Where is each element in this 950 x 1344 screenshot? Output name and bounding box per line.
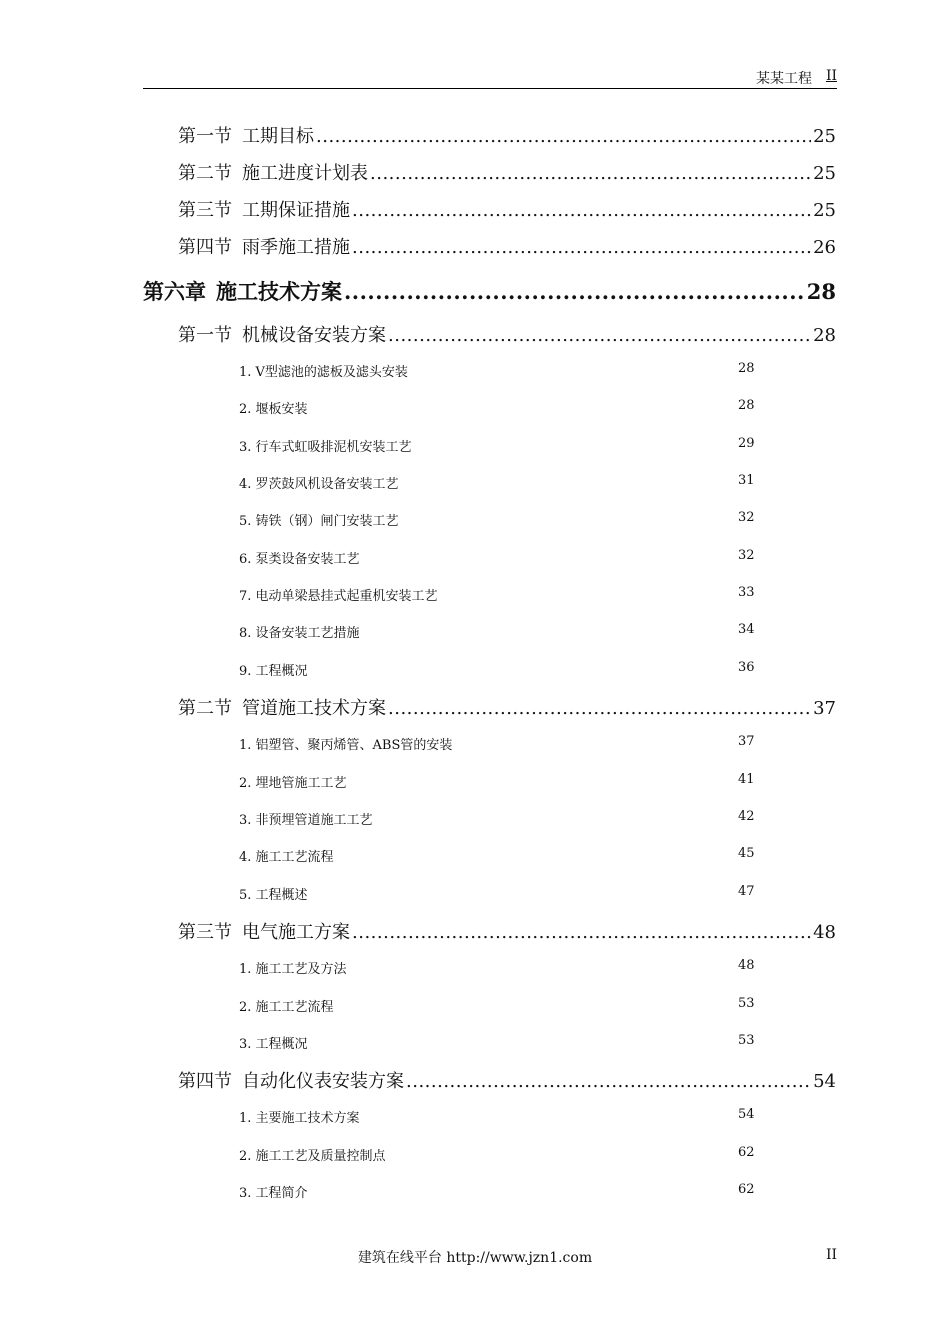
toc-chapter-prefix: 第六章 [143, 279, 206, 304]
toc-leader-dots [352, 922, 811, 942]
toc-leader-dots [388, 325, 811, 345]
toc-leader-dots [370, 163, 811, 183]
toc-page-number: 25 [813, 200, 836, 220]
header-rule [143, 88, 837, 89]
toc-section-title: 管道施工技术方案 [242, 698, 386, 718]
toc-section-prefix: 第二节 [178, 698, 232, 718]
toc-section-title: 雨季施工措施 [242, 237, 350, 257]
toc-subitem-page: 53 [738, 1033, 755, 1048]
toc-subitem-page: 32 [738, 548, 755, 563]
toc-page-number: 37 [813, 698, 836, 718]
toc-entry-section[interactable] [178, 122, 836, 146]
toc-entry-section[interactable] [178, 918, 836, 942]
toc-subitem-text[interactable]: 4. 施工工艺流程 [239, 850, 334, 865]
footer-text: 建筑在线平台 http://www.jzn1.com [357, 1250, 593, 1266]
toc-subitem-page: 45 [738, 846, 755, 861]
toc-subitem-text[interactable]: 3. 工程简介 [239, 1186, 308, 1201]
toc-subitem-page: 34 [738, 622, 755, 637]
toc-leader-dots [406, 1071, 811, 1091]
toc-section-title: 机械设备安装方案 [242, 325, 386, 345]
toc-subitem-text[interactable]: 3. 非预埋管道施工工艺 [239, 813, 373, 828]
toc-page-number: 54 [813, 1071, 836, 1091]
toc-entry-section[interactable] [178, 233, 836, 257]
toc-subitem-page: 33 [738, 585, 755, 600]
toc-section-title: 工期目标 [242, 126, 314, 146]
toc-subitem-text[interactable]: 3. 工程概况 [239, 1037, 308, 1052]
toc-subitem-page: 37 [738, 734, 755, 749]
toc-section-prefix: 第四节 [178, 1071, 232, 1091]
toc-entry-section[interactable] [178, 321, 836, 345]
toc-section-title: 工期保证措施 [242, 200, 350, 220]
toc-entry-chapter[interactable] [143, 276, 836, 304]
toc-page-number: 26 [813, 237, 836, 257]
toc-subitem-text[interactable]: 3. 行车式虹吸排泥机安装工艺 [239, 440, 412, 455]
toc-leader-dots [316, 126, 811, 146]
toc-subitem-text[interactable]: 1. 主要施工技术方案 [239, 1111, 360, 1126]
toc-subitem-text[interactable]: 7. 电动单梁悬挂式起重机安装工艺 [239, 589, 438, 604]
toc-section-title: 电气施工方案 [242, 922, 350, 942]
toc-subitem-text[interactable]: 6. 泵类设备安装工艺 [239, 552, 360, 567]
toc-section-prefix: 第一节 [178, 126, 232, 146]
toc-subitem-page: 41 [738, 772, 755, 787]
toc-leader-dots [344, 279, 805, 304]
toc-subitem-text[interactable]: 4. 罗茨鼓风机设备安装工艺 [239, 477, 399, 492]
toc-entry-section[interactable] [178, 159, 836, 183]
toc-entry-section[interactable] [178, 694, 836, 718]
toc-subitem-text[interactable]: 9. 工程概况 [239, 664, 308, 679]
toc-section-prefix: 第四节 [178, 237, 232, 257]
toc-leader-dots [352, 200, 811, 220]
toc-subitem-page: 29 [738, 436, 755, 451]
toc-section-prefix: 第三节 [178, 200, 232, 220]
toc-subitem-text[interactable]: 1. 施工工艺及方法 [239, 962, 347, 977]
footer-page-number: II [825, 1247, 837, 1263]
toc-subitem-page: 28 [738, 398, 755, 413]
toc-subitem-page: 53 [738, 996, 755, 1011]
toc-page-number: 48 [813, 922, 836, 942]
toc-subitem-text[interactable]: 2. 施工工艺流程 [239, 1000, 334, 1015]
toc-subitem-text[interactable]: 1. V型滤池的滤板及滤头安装 [239, 365, 408, 380]
toc-subitem-page: 36 [738, 660, 755, 675]
toc-subitem-page: 47 [738, 884, 755, 899]
header-page-number: II [825, 68, 837, 84]
toc-subitem-text[interactable]: 2. 堰板安装 [239, 402, 308, 417]
toc-page-number: 28 [806, 279, 836, 304]
header-title: 某某工程 [756, 71, 812, 87]
toc-subitem-page: 31 [738, 473, 755, 488]
toc-subitem-text[interactable]: 2. 施工工艺及质量控制点 [239, 1149, 386, 1164]
toc-subitem-text[interactable]: 8. 设备安装工艺措施 [239, 626, 360, 641]
toc-subitem-page: 28 [738, 361, 755, 376]
toc-page-number: 28 [813, 325, 836, 345]
toc-page-number: 25 [813, 163, 836, 183]
toc-page-number: 25 [813, 126, 836, 146]
toc-section-prefix: 第二节 [178, 163, 232, 183]
toc-subitem-text[interactable]: 2. 埋地管施工工艺 [239, 776, 347, 791]
toc-subitem-page: 42 [738, 809, 755, 824]
toc-subitem-page: 54 [738, 1107, 755, 1122]
toc-section-prefix: 第三节 [178, 922, 232, 942]
toc-entry-section[interactable] [178, 196, 836, 220]
toc-subitem-page: 48 [738, 958, 755, 973]
toc-subitem-text[interactable]: 5. 铸铁（钢）闸门安装工艺 [239, 514, 399, 529]
toc-chapter-title: 施工技术方案 [216, 279, 342, 304]
toc-subitem-text[interactable]: 5. 工程概述 [239, 888, 308, 903]
toc-section-title: 自动化仪表安装方案 [242, 1071, 404, 1091]
toc-leader-dots [388, 698, 811, 718]
toc-subitem-page: 62 [738, 1145, 755, 1160]
toc-section-prefix: 第一节 [178, 325, 232, 345]
toc-leader-dots [352, 237, 811, 257]
toc-section-title: 施工进度计划表 [242, 163, 368, 183]
toc-subitem-page: 62 [738, 1182, 755, 1197]
toc-entry-section[interactable] [178, 1067, 836, 1091]
toc-subitem-page: 32 [738, 510, 755, 525]
toc-subitem-text[interactable]: 1. 铝塑管、聚丙烯管、ABS管的安装 [239, 738, 453, 753]
